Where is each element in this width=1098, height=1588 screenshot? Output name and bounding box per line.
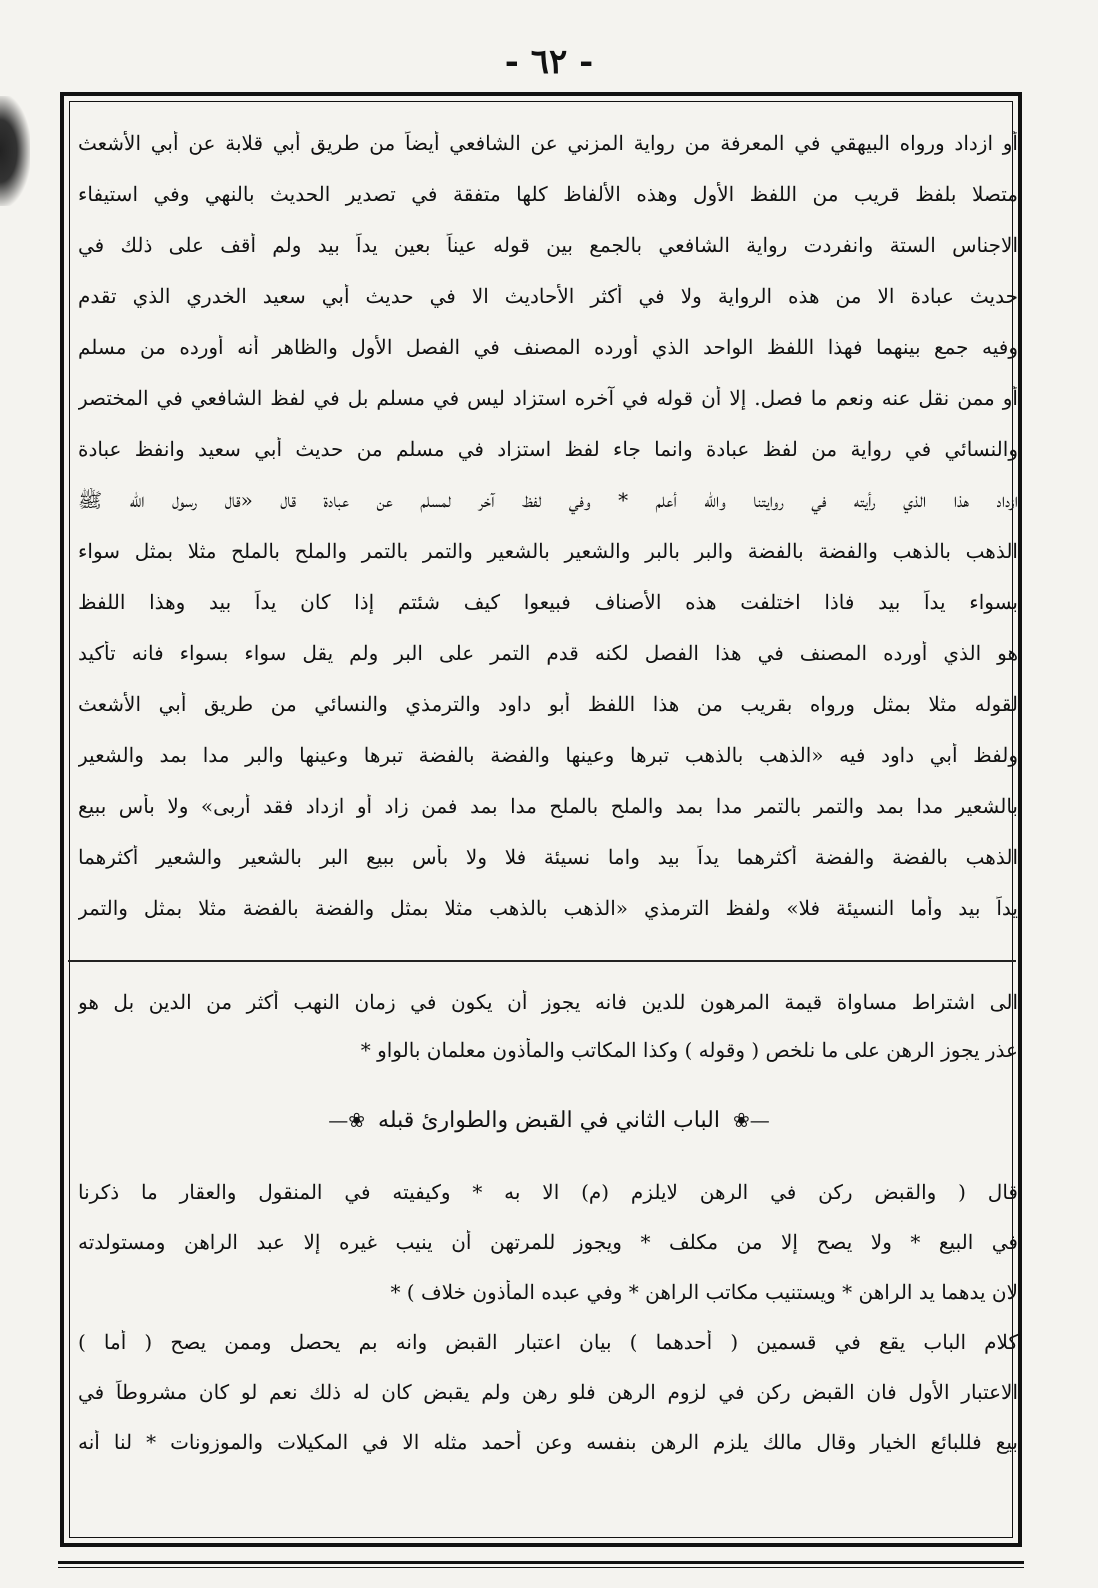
body-line: لان يدهما يد الراهن * ويستنيب مكاتب الراهن * وفي عبده المأذون خلاف ) * — [390, 1280, 1018, 1304]
main-line: أو ممن نقل عنه ونعم ما فصل. إلا أن قوله في آخره استزاد ليس في مسلم بل في لفظ الشافعي في المختصر — [78, 386, 1018, 410]
bottom-rule — [58, 1561, 1024, 1564]
body-line: قال ( والقبض ركن في الرهن لايلزم (م) الا به * وكيفيته في المنقول والعقار ما ذكرنا — [78, 1180, 1018, 1204]
main-line: يداً بيد وأما النسيئة فلا» ولفظ الترمذي «الذهب بالذهب مثلا بمثل والفضة بالفضة مثلا بمثل والتمر — [78, 896, 1018, 920]
main-line: ازداد هذا الذي رأيته في روايتنا والله أعلم * وفي لفظ آخر لمسلم عن عبادة قال «قال رسول الله ﷺ — [78, 488, 1018, 512]
main-line: ولفظ أبي داود فيه «الذهب بالذهب تبرها وعينها والفضة بالفضة تبرها وعينها والبر مدا بمد والشعير — [78, 743, 1018, 767]
main-line: بسواء يداً بيد فاذا اختلفت هذه الأصناف فبيعوا كيف شئتم إذا كان يداً بيد وهذا اللفظ — [78, 590, 1018, 614]
page-frame-inner — [69, 101, 1013, 1538]
main-line: الاجناس الستة وانفردت رواية الشافعي بالجمع بين قوله عيناً بعين يداً بيد ولم أقف على ذلك في — [78, 233, 1018, 257]
chapter-title: الباب الثاني في القبض والطوارئ قبله — [378, 1108, 720, 1133]
main-line: بالشعير مدا بمد والتمر بالتمر مدا بمد والملح بالملح مدا بمد فمن زاد أو ازداد فقد أربى» ولا بأس ببيع — [78, 794, 1018, 818]
body-line: في البيع * ولا يصح إلا من مكلف * ويجوز للمرتهن أن ينيب غيره إلا عبد الراهن ومستولدته — [78, 1230, 1018, 1254]
bottom-rule-thin — [58, 1567, 1024, 1568]
footnote-line: عذر يجوز الرهن على ما نلخص ( وقوله ) وكذا المكاتب والمأذون معلمان بالواو * — [360, 1038, 1018, 1062]
page-frame — [60, 92, 1022, 1547]
main-line: حديث عبادة الا من هذه الرواية ولا في أكثر الأحاديث الا في حديث أبي سعيد الخدري الذي تقدم — [78, 284, 1018, 308]
main-line: لقوله مثلا بمثل ورواه بقريب من هذا اللفظ أبو داود والترمذي والنسائي من طريق أبي الأشعث — [78, 692, 1018, 716]
section-divider — [68, 960, 1016, 962]
main-line: والنسائي في رواية من لفظ عبادة وانما جاء لفظ استزاد في مسلم من حديث أبي سعيد وانفظ عبادة — [78, 437, 1018, 461]
ornament-icon: —❀ — [732, 1108, 770, 1132]
main-line: الذهب بالذهب والفضة بالفضة والبر بالبر والشعير بالشعير والتمر بالتمر والملح بالملح مثلا بمثل سواء — [78, 539, 1018, 563]
body-line: بيع فللبائع الخيار وقال مالك يلزم الرهن بنفسه وعن أحمد مثله الا في المكيلات والموزونات * لنا أنه — [78, 1430, 1018, 1454]
ornament-icon: ❀— — [328, 1108, 366, 1132]
body-line: كلام الباب يقع في قسمين ( أحدهما ) بيان اعتبار القبض وانه بم يحصل وممن يصح ( أما ) — [78, 1330, 1018, 1354]
main-line: أو ازداد ورواه البيهقي في المعرفة من رواية المزني عن الشافعي أيضاً من طريق أبي قلابة عن أبي الأشعث — [78, 131, 1018, 155]
chapter-heading — [0, 1108, 1098, 1133]
main-line: هو الذي أورده المصنف في هذا الفصل لكنه قدم التمر على البر ولم يقل سواء بسواء فانه تأكيد — [78, 641, 1018, 665]
margin-stain — [0, 96, 30, 206]
main-line: متصلا بلفظ قريب من اللفظ الأول وهذه الألفاظ كلها متفقة في تصدير الحديث بالنهي وفي استيفاء — [78, 182, 1018, 206]
body-line: الاعتبار الأول فان القبض ركن في لزوم الرهن فلو رهن ولم يقبض كان له ذلك نعم لو كان مشروطاً في — [78, 1380, 1018, 1404]
main-line: وفيه جمع بينهما فهذا اللفظ الواحد الذي أورده المصنف في الفصل الأول والظاهر أنه أورده من مسلم — [78, 335, 1018, 359]
footnote-line: الى اشتراط مساواة قيمة المرهون للدين فانه يجوز أن يكون في زمان النهب أكثر من الدين بل هو — [78, 990, 1018, 1014]
page-number: - ٦٢ - — [504, 42, 594, 82]
main-line: الذهب بالفضة والفضة أكثرهما يداً بيد واما نسيئة فلا ولا بأس ببيع البر بالشعير والشعير أكثرهما — [78, 845, 1018, 869]
